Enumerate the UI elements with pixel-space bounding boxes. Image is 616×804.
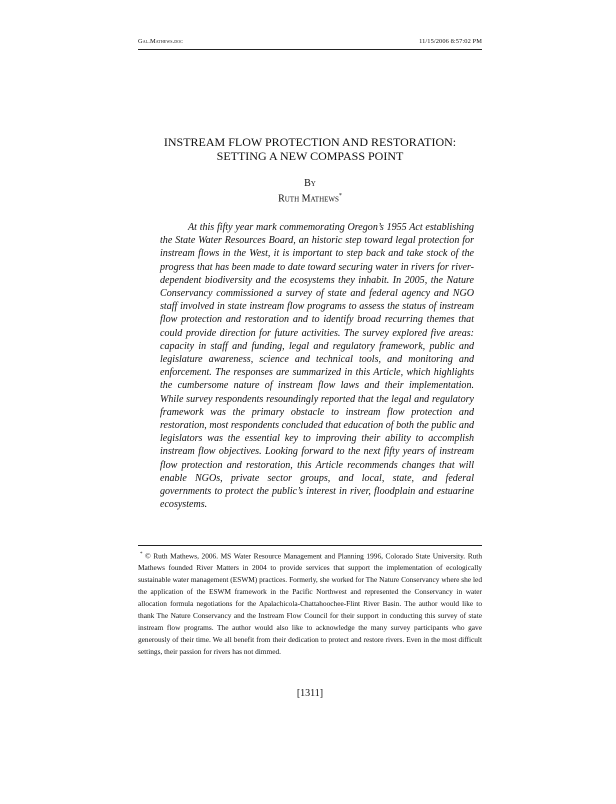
abstract: At this fifty year mark commemorating Oregon’s 1955 Act establishing the State Water Resources Board, an historic step toward legal protection for instream flows in the West, it is important to step back and take stock of the progress that has been made to date toward securing water in rivers for river-dependent biodiversity and the ecosystems they inhabit. In 2005, the Nature Conservancy commissioned a survey of state and federal agency and NGO staff involved in state instream flow programs to assess the status of instream flow protection and restoration and to identify broad recurring themes that could provide direction for future activities. The survey explored five areas: capacity in staff and funding, legal and regulatory framework, public and legislature awareness, science and technical tools, and monitoring and enforcement. The responses are summarized in this Article, which highlights the cumbersome nature of instream flow laws and their implementation. While survey respondents resoundingly reported that the legal and regulatory framework was the primary obstacle to instream flow protection and restoration, most respondents concluded that education of both the public and legislators was the essential key to improving their ability to accomplish instream flow objectives. Looking forward to the next fifty years of instream flow protection and restoration, this Article recommends changes that will enable NGOs, private sector groups, and local, state, and federal governments to protect the public’s interest in river, floodplain and estuarine ecosystems. [160, 222, 474, 511]
footnote-text: © Ruth Mathews, 2006. MS Water Resource Management and Planning 1996, Colorado State University. Ruth Mathews founded River Matters in 2004 to provide services that support the implementation of ecologically sustainable water management (ESWM) practices. Formerly, she worked for The Nature Conservancy where she led the application of the ESWM framework in the Pacific Northwest and represented the Conservancy in water allocation formula negotiations for the Apalachicola-Chattahoochee-Flint River Basin. The author would like to thank The Nature Conservancy and the Instream Flow Council for their support in conducting this survey of state instream flow programs. The author would also like to acknowledge the many survey participants who gave generously of their time. We all benefit from their dedication to protect and restore rivers. Even in the most difficult settings, their passion for rivers has not dimmed. [138, 551, 483, 656]
footnote [138, 549, 482, 658]
article-title [138, 135, 482, 163]
header-timestamp: 11/15/2006 8:57:02 PM [419, 38, 482, 45]
title-line-2: SETTING A NEW COMPASS POINT [216, 149, 404, 163]
footnote-rule [138, 545, 482, 546]
author-name: Ruth Mathews [278, 193, 339, 205]
page-number: [1311] [296, 688, 324, 699]
author-footnote-mark: * [338, 193, 342, 199]
header-rule [138, 49, 482, 50]
byline-by: By [304, 178, 316, 189]
author-line [138, 193, 482, 204]
title-line-1: INSTREAM FLOW PROTECTION AND RESTORATION: [163, 135, 457, 149]
footnote-mark: * [140, 552, 143, 557]
header-file-name: Gal.Mathews.doc [138, 38, 183, 45]
